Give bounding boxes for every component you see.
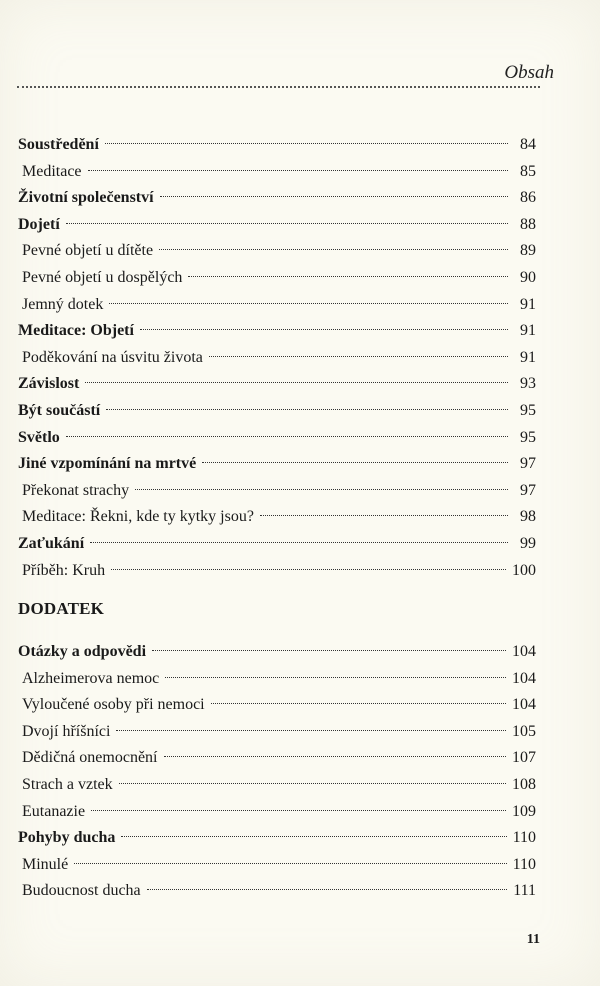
toc-entry-page: 85: [520, 162, 536, 180]
leader-dots: [188, 276, 508, 277]
toc-entry-label: Otázky a odpovědi: [18, 643, 147, 660]
page-number: 11: [526, 932, 540, 947]
toc-entry-label: Dojetí: [18, 215, 60, 233]
toc-entry-label: Alzheimerova nemoc: [22, 669, 160, 687]
toc-entry-page: 107: [512, 749, 536, 767]
toc-entry-page: 97: [520, 455, 536, 473]
toc-entry: [18, 478, 536, 505]
toc-entry-page: 95: [520, 401, 536, 419]
leader-dots: [74, 863, 506, 864]
leader-dots: [119, 783, 506, 784]
toc-entry: [18, 132, 536, 159]
toc-entry-label: Soustředění: [18, 136, 99, 153]
toc-entry-page: 111: [513, 882, 536, 900]
toc-entry-label: Pohyby ducha: [18, 829, 116, 847]
leader-dots: [88, 170, 508, 171]
toc-entry-page: 95: [520, 428, 536, 446]
toc-entry: [18, 292, 536, 319]
leader-dots: [152, 650, 506, 651]
toc-entry: [18, 852, 536, 879]
toc-entry-label: Vyloučené osoby při nemoci: [22, 696, 205, 714]
toc-entry-page: 104: [512, 696, 536, 714]
toc-entry-label: Být součástí: [18, 401, 101, 419]
toc-entry-label: Příběh: Kruh: [22, 561, 106, 579]
toc-entry-label: Meditace: [22, 162, 82, 180]
toc-entry: [18, 639, 536, 666]
toc-entry-page: 89: [520, 242, 536, 260]
toc-entry: [18, 159, 536, 186]
toc-entry-page: 104: [512, 643, 536, 660]
running-head: Obsah: [504, 62, 554, 83]
toc-entry: [18, 398, 536, 425]
toc-entry-page: 110: [512, 855, 536, 873]
toc-entry: [18, 451, 536, 478]
leader-dots: [135, 489, 508, 490]
toc-entry-label: Jiné vzpomínání na mrtvé: [18, 455, 197, 473]
toc-entry-label: Pevné objetí u dítěte: [22, 242, 154, 260]
toc-entry: [18, 745, 536, 772]
toc-entry-label: Dvojí hříšníci: [22, 722, 111, 740]
toc-entry: [18, 719, 536, 746]
toc-entry-label: Meditace: Objetí: [18, 322, 134, 340]
toc-entry-label: Minulé: [22, 855, 69, 873]
toc-entry-page: 109: [512, 802, 536, 820]
toc-entry: [18, 345, 536, 372]
leader-dots: [160, 196, 508, 197]
toc-entry-page: 99: [520, 534, 536, 552]
leader-dots: [165, 677, 506, 678]
toc-entry: [18, 878, 536, 905]
toc-entry: [18, 799, 536, 826]
leader-dots: [211, 703, 506, 704]
toc-entry-page: 91: [520, 348, 536, 366]
toc-entry-label: Poděkování na úsvitu života: [22, 348, 203, 366]
toc-entry-page: 108: [512, 775, 536, 793]
leader-dots: [91, 810, 506, 811]
toc-entry-label: Životní společenství: [18, 189, 154, 207]
section-heading: DODATEK: [18, 599, 105, 618]
leader-dots: [202, 462, 508, 463]
toc-entry-page: 90: [520, 268, 536, 286]
leader-dots: [164, 756, 507, 757]
toc-entry-page: 91: [520, 295, 536, 313]
toc-entry-label: Závislost: [18, 375, 80, 393]
toc-entry-label: Meditace: Řekni, kde ty kytky jsou?: [22, 508, 254, 526]
toc-entry: [18, 185, 536, 212]
toc-entry: [18, 692, 536, 719]
toc-entry: [18, 238, 536, 265]
toc-entry-label: Pevné objetí u dospělých: [22, 268, 183, 286]
toc-entry-label: Zaťukání: [18, 534, 85, 552]
toc-entry-page: 84: [520, 136, 536, 153]
leader-dots: [105, 143, 508, 144]
toc-entry: [18, 531, 536, 558]
leader-dots: [66, 223, 508, 224]
leader-dots: [66, 436, 508, 437]
leader-dots: [140, 329, 508, 330]
toc-entry: [18, 772, 536, 799]
header-rule: [17, 86, 540, 88]
toc-entry-page: 100: [512, 561, 536, 579]
toc-entry: [18, 666, 536, 693]
toc-entry-page: 98: [520, 508, 536, 526]
leader-dots: [90, 542, 508, 543]
leader-dots: [109, 303, 508, 304]
toc-entry: [18, 825, 536, 852]
toc-entry: [18, 504, 536, 531]
toc-entry-label: Světlo: [18, 428, 60, 446]
toc-entry-label: Jemný dotek: [22, 295, 104, 313]
toc-list-appendix: [18, 639, 536, 905]
toc-entry-label: Strach a vztek: [22, 775, 113, 793]
toc-entry-page: 105: [512, 722, 536, 740]
toc-entry-page: 93: [520, 375, 536, 393]
leader-dots: [106, 409, 508, 410]
leader-dots: [116, 730, 506, 731]
toc-entry-label: Budoucnost ducha: [22, 882, 141, 900]
leader-dots: [159, 249, 508, 250]
toc-entry: [18, 558, 536, 585]
toc-entry-page: 104: [512, 669, 536, 687]
toc-entry-page: 88: [520, 215, 536, 233]
toc-entry-page: 86: [520, 189, 536, 207]
toc-entry: [18, 371, 536, 398]
leader-dots: [209, 356, 508, 357]
leader-dots: [260, 515, 508, 516]
toc-entry: [18, 265, 536, 292]
leader-dots: [147, 889, 508, 890]
leader-dots: [111, 569, 506, 570]
leader-dots: [85, 382, 508, 383]
toc-entry-page: 91: [520, 322, 536, 340]
toc-list-main: [18, 132, 536, 584]
leader-dots: [121, 836, 506, 837]
toc-entry-label: Překonat strachy: [22, 481, 130, 499]
toc-entry-page: 110: [512, 829, 536, 847]
toc-entry: [18, 318, 536, 345]
toc-entry-label: Eutanazie: [22, 802, 86, 820]
toc-entry: [18, 212, 536, 239]
toc-entry: [18, 425, 536, 452]
toc-entry-page: 97: [520, 481, 536, 499]
toc-entry-label: Dědičná onemocnění: [22, 749, 158, 767]
